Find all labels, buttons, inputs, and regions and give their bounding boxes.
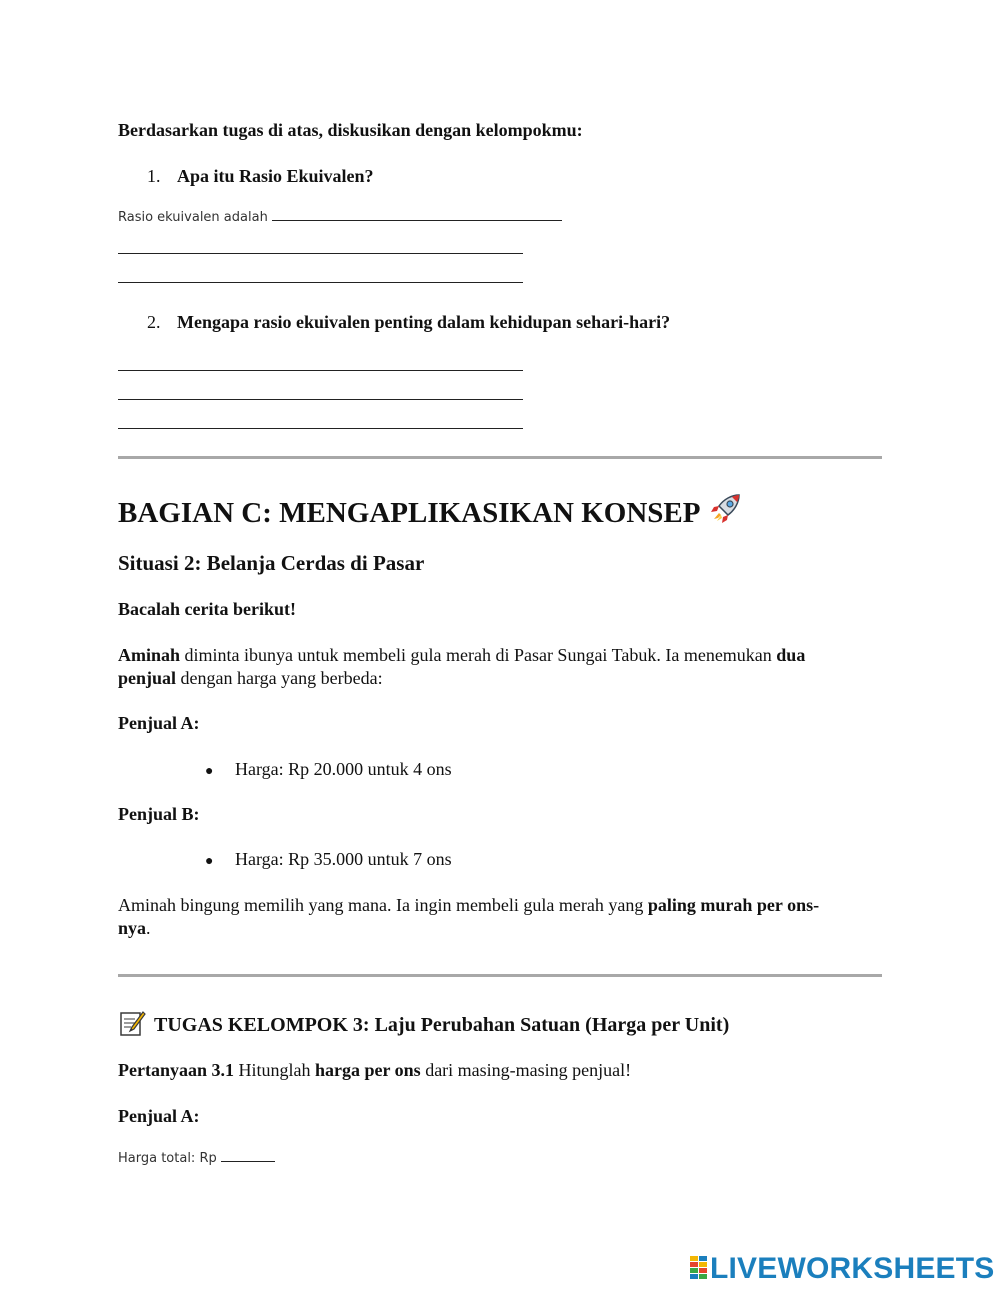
closing-bold-1: paling murah per ons-	[647, 895, 820, 915]
story-bold-1: dua	[776, 645, 806, 665]
closing-bold-2: nya	[118, 918, 147, 938]
harga-total-row	[118, 1151, 275, 1166]
divider-2	[118, 974, 882, 977]
question-2-number: 2.	[147, 312, 161, 332]
pertanyaan-3-1	[118, 1059, 631, 1082]
bullet-icon: ●	[205, 854, 214, 869]
story-bold-2: penjual	[118, 668, 177, 688]
story-text-2: dengan harga yang berbeda:	[176, 668, 383, 688]
tugas-penjual-a-label: Penjual A:	[118, 1106, 200, 1126]
rocket-icon	[708, 490, 744, 526]
answer-2-line-1[interactable]	[118, 370, 523, 371]
story-name: Aminah	[118, 645, 181, 665]
story-text-1: diminta ibunya untuk membeli gula merah di Pasar Sungai Tabuk. Ia menemukan	[180, 645, 777, 665]
pertanyaan-3-1-bold: harga per ons	[315, 1060, 421, 1080]
penjual-b-label: Penjual B:	[118, 804, 200, 824]
tugas-heading	[118, 1009, 729, 1039]
divider-1	[118, 456, 882, 459]
closing-text-2: .	[146, 918, 151, 938]
answer-1-line-2[interactable]	[118, 253, 523, 254]
penjual-b-price: Harga: Rp 35.000 untuk 7 ons	[235, 849, 452, 869]
question-2-text: Mengapa rasio ekuivalen penting dalam kehidupan sehari-hari?	[177, 312, 671, 332]
harga-total-blank[interactable]	[221, 1161, 275, 1162]
pertanyaan-3-1-label: Pertanyaan 3.1	[118, 1060, 234, 1080]
closing-paragraph	[118, 894, 882, 940]
answer-1-prompt-label: Rasio ekuivalen adalah	[118, 210, 268, 225]
pertanyaan-3-1-text-2: dari masing-masing penjual!	[420, 1060, 632, 1080]
intro-text: Berdasarkan tugas di atas, diskusikan dengan kelompokmu:	[118, 120, 583, 140]
question-1-number: 1.	[147, 166, 161, 186]
answer-1-line-3[interactable]	[118, 282, 523, 283]
liveworksheets-brand: LIVEWORKSHEETS	[710, 1252, 995, 1285]
liveworksheets-logo-icon	[690, 1256, 708, 1280]
answer-1-prompt	[118, 210, 562, 225]
section-c-heading	[118, 490, 744, 531]
penjual-a-price-item	[205, 758, 452, 783]
question-2	[147, 311, 670, 334]
penjual-a-label: Penjual A:	[118, 713, 200, 733]
tugas-title: TUGAS KELOMPOK 3: Laju Perubahan Satuan (Harga per Unit)	[154, 1014, 730, 1036]
answer-2-line-3[interactable]	[118, 428, 523, 429]
situasi-title: Situasi 2: Belanja Cerdas di Pasar	[118, 551, 425, 575]
story-paragraph	[118, 644, 882, 690]
penjual-b-price-item	[205, 848, 452, 873]
liveworksheets-logo	[690, 1252, 995, 1286]
question-1-text: Apa itu Rasio Ekuivalen?	[177, 166, 374, 186]
pertanyaan-3-1-text-1: Hitunglah	[234, 1060, 315, 1080]
memo-icon	[118, 1009, 146, 1037]
question-1	[147, 165, 374, 188]
answer-1-blank[interactable]	[272, 220, 562, 221]
read-instruction: Bacalah cerita berikut!	[118, 599, 296, 619]
harga-total-label: Harga total: Rp	[118, 1151, 217, 1166]
bullet-icon: ●	[205, 764, 214, 779]
answer-2-line-2[interactable]	[118, 399, 523, 400]
section-c-title: BAGIAN C: MENGAPLIKASIKAN KONSEP	[118, 497, 701, 529]
penjual-a-price: Harga: Rp 20.000 untuk 4 ons	[235, 759, 452, 779]
closing-text-1: Aminah bingung memilih yang mana. Ia ingin membeli gula merah yang	[118, 895, 648, 915]
